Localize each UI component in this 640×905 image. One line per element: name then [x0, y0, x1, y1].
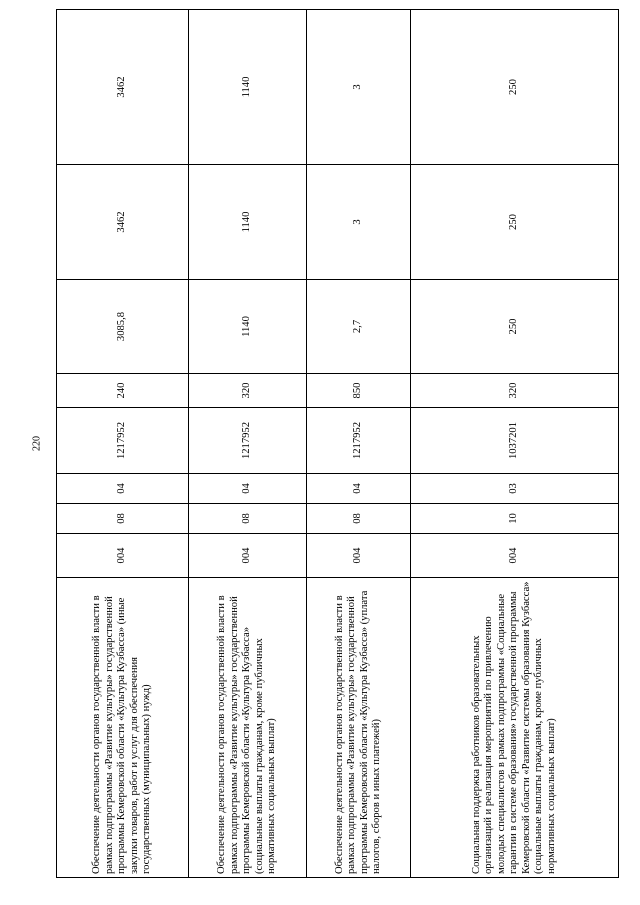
- ministry-code: 004: [57, 534, 189, 578]
- expense-type-code: 240: [57, 374, 189, 408]
- ministry-code: 004: [189, 534, 307, 578]
- row-name: Социальная поддержка работников образовательных организаций и реализация мероприятий по привлечению молодых специалистов в рамках подпрограммы «Социальные гарантии в системе образования» государственной программы Кемеровской области «Развитие системы образования Кузбасса» (социальные выплаты гражданам, кроме публичных нормативных социальных выплат): [411, 578, 619, 878]
- amount-3: 250: [411, 10, 619, 165]
- expense-type-code: 320: [189, 374, 307, 408]
- row-name: Обеспечение деятельности органов государственной власти в рамках подпрограммы «Развитие культуры» государственной программы Кемеровской области «Культура Кузбасса» (уплата налогов, сборов и иных платежей): [307, 578, 411, 878]
- target-code: 1217952: [189, 408, 307, 474]
- table-row: [189, 10, 307, 878]
- target-code: 1037201: [411, 408, 619, 474]
- target-code: 1217952: [307, 408, 411, 474]
- amount-2: 3462: [57, 165, 189, 280]
- subsection-code: 04: [189, 474, 307, 504]
- subsection-code: 04: [57, 474, 189, 504]
- section-code: 08: [57, 504, 189, 534]
- table-rotator: [56, 10, 618, 878]
- amount-3: 3462: [57, 10, 189, 165]
- subsection-code: 03: [411, 474, 619, 504]
- row-name: Обеспечение деятельности органов государственной власти в рамках подпрограммы «Развитие культуры» государственной программы Кемеровской области «Культура Кузбасса» (социальные выплаты гражданам, кроме публичных нормативных социальных выплат): [189, 578, 307, 878]
- amount-1: 1140: [189, 280, 307, 374]
- target-code: 1217952: [57, 408, 189, 474]
- amount-1: 3085,8: [57, 280, 189, 374]
- amount-2: 250: [411, 165, 619, 280]
- table-row: [57, 10, 189, 878]
- subsection-code: 04: [307, 474, 411, 504]
- amount-3: 1140: [189, 10, 307, 165]
- section-code: 08: [189, 504, 307, 534]
- amount-1: 2,7: [307, 280, 411, 374]
- budget-table: [56, 9, 619, 878]
- section-code: 08: [307, 504, 411, 534]
- amount-2: 1140: [189, 165, 307, 280]
- amount-1: 250: [411, 280, 619, 374]
- table-row: [307, 10, 411, 878]
- table-row: [411, 10, 619, 878]
- expense-type-code: 320: [411, 374, 619, 408]
- table-inner: [56, 10, 618, 878]
- row-name: Обеспечение деятельности органов государственной власти в рамках подпрограммы «Развитие культуры» государственной программы Кемеровской области «Культура Кузбасса» (иные закупки товаров, работ и услуг для обеспечения государственных (муниципальных) нужд): [57, 578, 189, 878]
- ministry-code: 004: [411, 534, 619, 578]
- expense-type-code: 850: [307, 374, 411, 408]
- ministry-code: 004: [307, 534, 411, 578]
- page-number: 220: [31, 436, 43, 451]
- section-code: 10: [411, 504, 619, 534]
- amount-3: 3: [307, 10, 411, 165]
- amount-2: 3: [307, 165, 411, 280]
